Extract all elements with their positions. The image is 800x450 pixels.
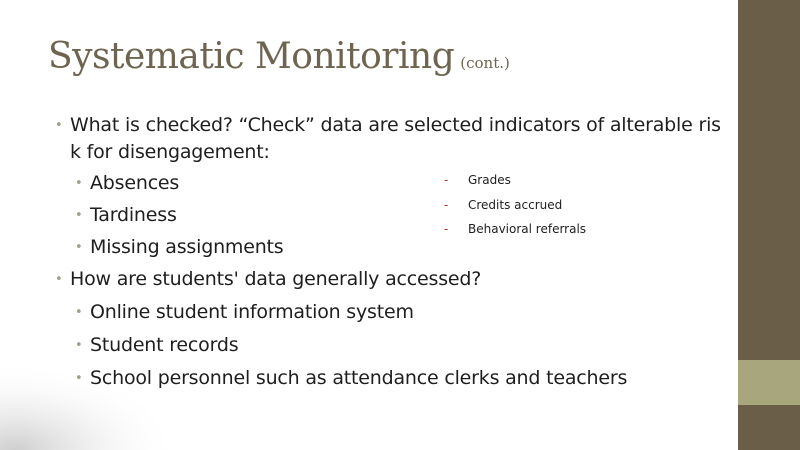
sub-bullet-text: Tardiness bbox=[90, 204, 177, 226]
bullet-text-line1: How are students' data generally accessed? bbox=[70, 268, 482, 290]
side-list-text: Behavioral referrals bbox=[468, 222, 587, 236]
sub-bullet-student-records bbox=[75, 332, 238, 359]
bullet-how-accessed bbox=[55, 266, 481, 293]
sub-bullet-text: Absences bbox=[90, 172, 180, 194]
bullet-dot-icon: • bbox=[75, 338, 83, 353]
side-list-text: Grades bbox=[468, 173, 511, 187]
bullet-dot-icon: • bbox=[55, 118, 63, 133]
bullet-dot-icon: • bbox=[75, 176, 83, 191]
bullet-dot-icon: • bbox=[75, 240, 83, 255]
right-band-accent-block bbox=[738, 360, 800, 405]
sub-bullet-text: Missing assignments bbox=[90, 236, 284, 258]
sub-bullet-missing-assignments bbox=[75, 234, 284, 261]
bullet-dot-icon: • bbox=[55, 272, 63, 287]
slide-title-suffix: (cont.) bbox=[460, 54, 510, 72]
sub-bullet-text: Online student information system bbox=[90, 301, 414, 323]
bullet-text-line1: What is checked? “Check” data are selected indicators of alterable ris bbox=[70, 114, 721, 136]
side-list-item-credits bbox=[444, 198, 562, 212]
bullet-text-line2: k for disengagement: bbox=[70, 141, 270, 163]
sub-bullet-tardiness bbox=[75, 202, 177, 229]
side-list-item-referrals bbox=[444, 222, 586, 236]
sub-bullet-text: School personnel such as attendance clerks and teachers bbox=[90, 367, 628, 389]
bullet-dot-icon: • bbox=[75, 208, 83, 223]
sub-bullet-online-sis bbox=[75, 299, 414, 326]
slide-title bbox=[48, 36, 510, 77]
dash-marker: - bbox=[444, 222, 449, 236]
dash-marker: - bbox=[444, 198, 449, 212]
sub-bullet-text: Student records bbox=[90, 334, 239, 356]
dash-marker: - bbox=[444, 173, 449, 187]
bullet-what-is-checked bbox=[55, 112, 721, 166]
side-list-item-grades bbox=[444, 173, 511, 187]
sub-bullet-school-personnel bbox=[75, 365, 627, 392]
side-list-text: Credits accrued bbox=[468, 198, 563, 212]
bullet-dot-icon: • bbox=[75, 371, 83, 386]
bullet-dot-icon: • bbox=[75, 305, 83, 320]
sub-bullet-absences bbox=[75, 170, 179, 197]
slide-title-text: Systematic Monitoring bbox=[48, 36, 455, 77]
